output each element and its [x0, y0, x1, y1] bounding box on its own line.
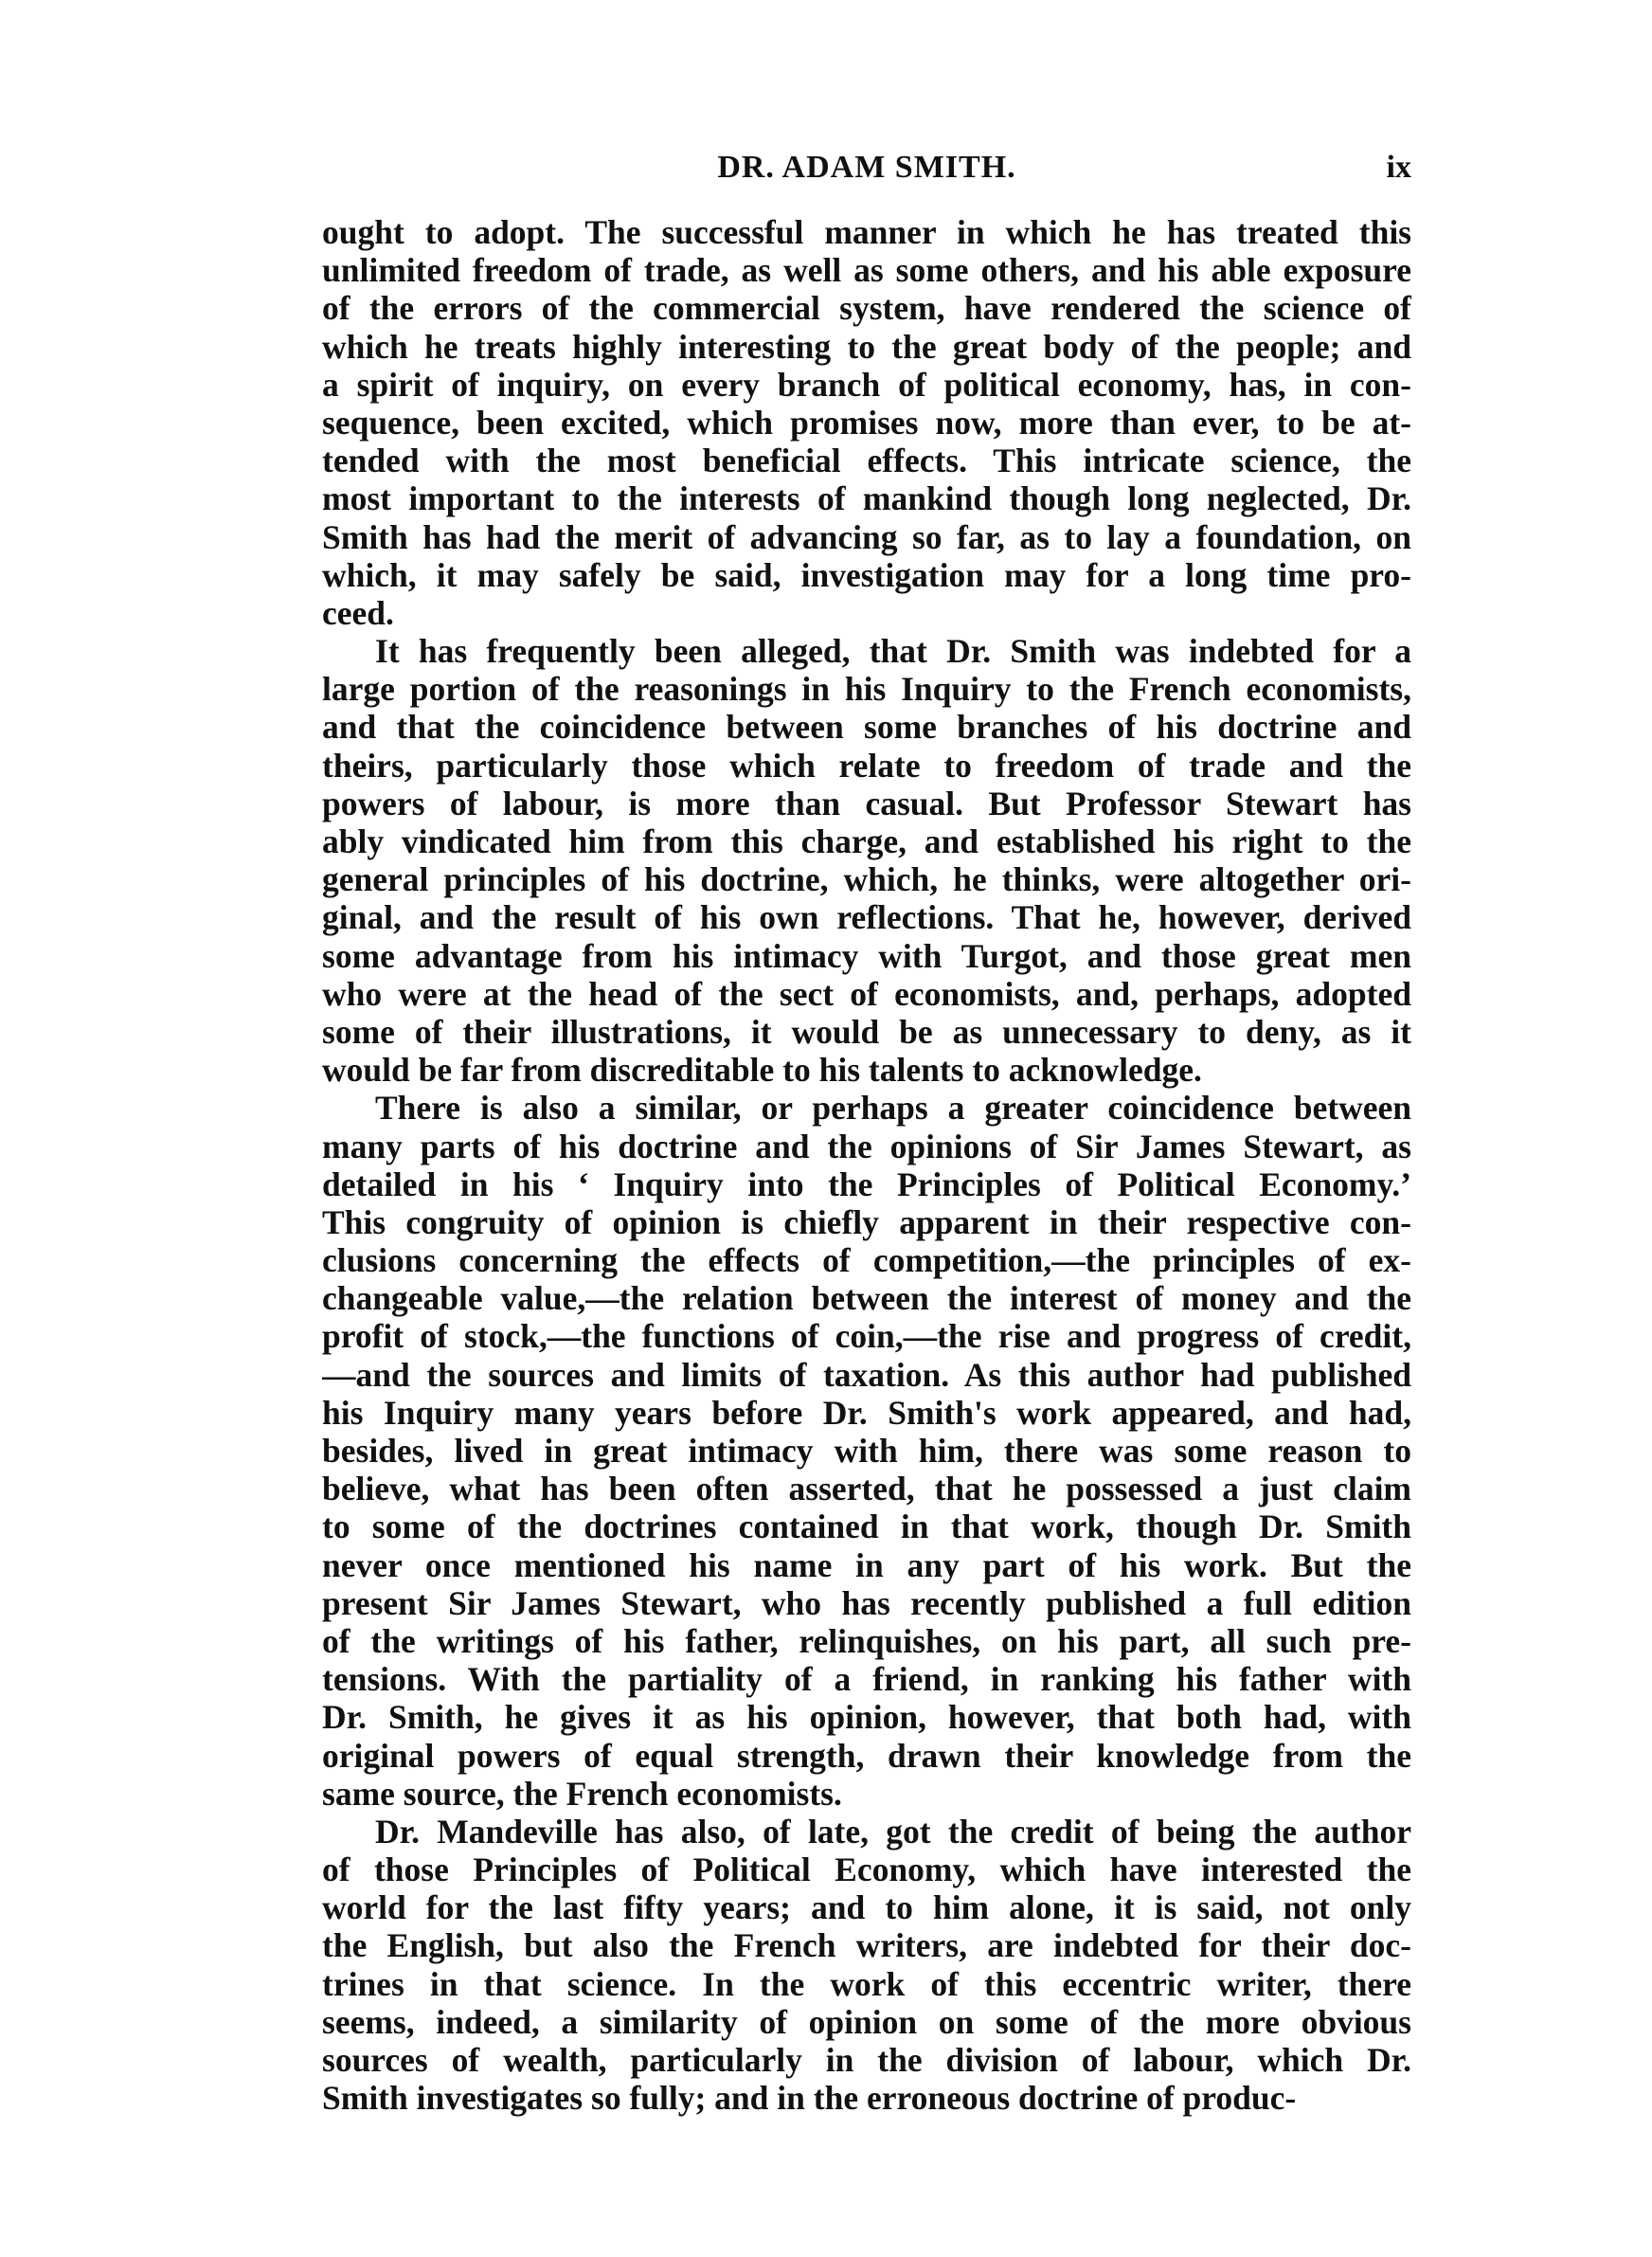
text-line: present Sir James Stewart, who has recently published a full edition [322, 1583, 1411, 1622]
text-line: This congruity of opinion is chiefly apparent in their respective con- [322, 1202, 1411, 1241]
text-line: who were at the head of the sect of economists, and, perhaps, adopted [322, 974, 1411, 1013]
text-line: tended with the most beneficial effects. This intricate science, the [322, 442, 1411, 480]
text-line: of the errors of the commercial system, have rendered the science of [322, 289, 1411, 328]
text-line: some advantage from his intimacy with Turgot, and those great men [322, 936, 1411, 975]
text-line: unlimited freedom of trade, as well as some others, and his able exposure [322, 251, 1411, 290]
text-line: sequence, been excited, which promises now, more than ever, to be at- [322, 403, 1411, 442]
text-line: believe, what has been often asserted, that he possessed a just claim [322, 1470, 1411, 1508]
text-line: trines in that science. In the work of this eccentric writer, there [322, 1964, 1411, 2003]
paragraph [322, 1813, 1411, 2118]
page-number: ix [1386, 150, 1411, 185]
text-line: tensions. With the partiality of a friend, in ranking his father with [322, 1660, 1411, 1699]
text-line: his Inquiry many years before Dr. Smith's work appeared, and had, [322, 1393, 1411, 1432]
text-line: Smith investigates so fully; and in the erroneous doctrine of produc- [322, 2079, 1297, 2118]
text-line: Dr. Mandeville has also, of late, got the credit of being the author [375, 1812, 1411, 1851]
text-line: many parts of his doctrine and the opinions of Sir James Stewart, as [322, 1127, 1411, 1165]
text-line: ought to adopt. The successful manner in which he has treated this [322, 213, 1411, 251]
text-line: ceed. [322, 593, 394, 632]
page-header [322, 150, 1411, 197]
body-text [322, 213, 1411, 2117]
text-line: never once mentioned his name in any part of his work. But the [322, 1545, 1411, 1584]
text-line: of the writings of his father, relinquishes, on his part, all such pre- [322, 1621, 1411, 1660]
text-line: world for the last fifty years; and to him alone, it is said, not only [322, 1888, 1411, 1927]
text-line: theirs, particularly those which relate to freedom of trade and the [322, 746, 1411, 785]
text-line: original powers of equal strength, drawn their knowledge from the [322, 1736, 1411, 1775]
text-line: clusions concerning the effects of competition,—the principles of ex- [322, 1241, 1411, 1280]
text-line: There is also a similar, or perhaps a greater coincidence between [375, 1089, 1411, 1128]
paragraph [322, 1089, 1411, 1813]
text-line: same source, the French economists. [322, 1774, 842, 1813]
text-line: most important to the interests of mankind though long neglected, Dr. [322, 479, 1411, 518]
text-line: general principles of his doctrine, which, he thinks, were altogether ori- [322, 860, 1411, 899]
text-line: large portion of the reasonings in his Inquiry to the French economists, [322, 670, 1411, 709]
text-line: which he treats highly interesting to the great body of the people; and [322, 327, 1411, 366]
text-line: which, it may safely be said, investigation may for a long time pro- [322, 555, 1411, 594]
text-line: ginal, and the result of his own reflections. That he, however, derived [322, 898, 1411, 937]
running-title: DR. ADAM SMITH. [717, 150, 1016, 185]
text-line: some of their illustrations, it would be as unnecessary to deny, as it [322, 1012, 1411, 1051]
text-line: of those Principles of Political Economy, which have interested the [322, 1851, 1411, 1889]
text-line: It has frequently been alleged, that Dr. Smith was indebted for a [375, 632, 1411, 671]
text-line: Dr. Smith, he gives it as his opinion, however, that both had, with [322, 1698, 1411, 1737]
text-line: ably vindicated him from this charge, and established his right to the [322, 822, 1411, 860]
text-line: detailed in his ‘ Inquiry into the Principles of Political Economy.’ [322, 1165, 1411, 1203]
text-line: powers of labour, is more than casual. But Professor Stewart has [322, 784, 1411, 822]
text-line: a spirit of inquiry, on every branch of political economy, has, in con- [322, 365, 1411, 404]
text-line: changeable value,—the relation between the interest of money and the [322, 1279, 1411, 1318]
text-line: Smith has had the merit of advancing so far, as to lay a foundation, on [322, 517, 1411, 556]
text-line: besides, lived in great intimacy with him, there was some reason to [322, 1432, 1411, 1470]
text-line: seems, indeed, a similarity of opinion on some of the more obvious [322, 2002, 1411, 2041]
paragraph [322, 632, 1411, 1089]
text-line: sources of wealth, particularly in the division of labour, which Dr. [322, 2041, 1411, 2079]
text-line: and that the coincidence between some branches of his doctrine and [322, 708, 1411, 747]
text-line: would be far from discreditable to his talents to acknowledge. [322, 1051, 1202, 1090]
text-line: to some of the doctrines contained in that work, though Dr. Smith [322, 1508, 1411, 1546]
text-line: profit of stock,—the functions of coin,—the rise and progress of credit, [322, 1317, 1411, 1356]
paragraph [322, 213, 1411, 632]
text-line: —and the sources and limits of taxation. As this author had published [322, 1355, 1411, 1394]
text-line: the English, but also the French writers, are indebted for their doc- [322, 1926, 1411, 1965]
